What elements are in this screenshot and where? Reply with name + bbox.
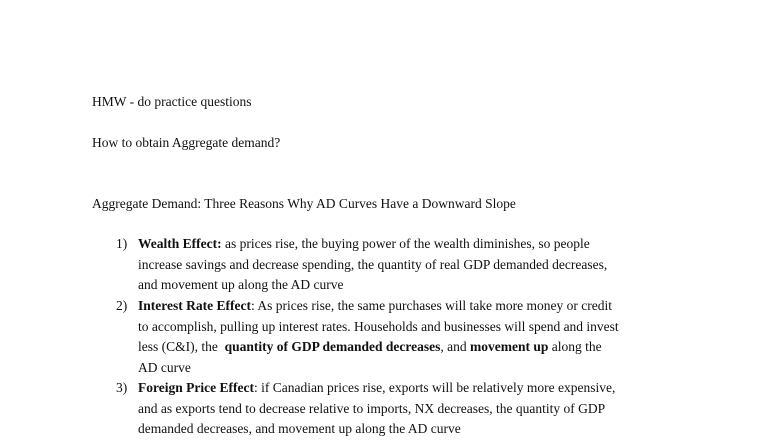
bold-term: Foreign Price Effect: [138, 380, 254, 395]
bold-term: Interest Rate Effect: [138, 298, 251, 313]
bold-term: quantity of GDP demanded decreases: [224, 339, 441, 354]
bold-term: Wealth Effect:: [138, 236, 222, 251]
text-run: : As prices rise, the same purchases will take more money or credit: [250, 298, 612, 313]
list-item-line: [138, 399, 698, 420]
bold-term: movement up: [470, 339, 549, 354]
text-run: AD curve: [138, 359, 191, 375]
homework-note: HMW - do practice questions: [92, 94, 252, 109]
list-item-text: [138, 234, 698, 296]
list-item-line: [138, 358, 698, 379]
list-item-line: [138, 296, 698, 317]
list-item-number: 2): [116, 298, 128, 313]
list-item-number: 3): [116, 380, 128, 395]
list-item-line: [138, 275, 698, 296]
text-run: , and: [440, 339, 471, 354]
list-item-number: 1): [116, 236, 128, 251]
text-run: demanded decreases, and movement up along the AD curve: [138, 421, 461, 436]
list-item-text: [138, 296, 698, 378]
list-item-line: [138, 378, 698, 399]
text-run: along the: [548, 339, 602, 354]
list-item-line: [138, 234, 698, 255]
list-item-line: [138, 255, 698, 276]
text-run: as prices rise, the buying power of the wealth diminishes, so people: [221, 236, 590, 251]
text-run: less (C&I), the: [138, 339, 225, 354]
text-run: and as exports tend to decrease relative to imports, NX decreases, the quantity of GDP: [138, 400, 606, 416]
list-item-line: [138, 337, 698, 358]
text-run: : if Canadian prices rise, exports will be relatively more expensive,: [253, 380, 616, 395]
text-run: increase savings and decrease spending, the quantity of real GDP demanded decreases,: [138, 256, 608, 272]
text-run: to accomplish, pulling up interest rates. Households and businesses will spend and invest: [138, 318, 619, 334]
list-item-line: [138, 419, 698, 440]
text-run: and movement up along the AD curve: [138, 277, 344, 292]
list-item-text: [138, 378, 698, 440]
section-heading: Aggregate Demand: Three Reasons Why AD Curves Have a Downward Slope: [92, 196, 516, 211]
question-line: How to obtain Aggregate demand?: [92, 135, 281, 150]
list-item-line: [138, 317, 698, 338]
